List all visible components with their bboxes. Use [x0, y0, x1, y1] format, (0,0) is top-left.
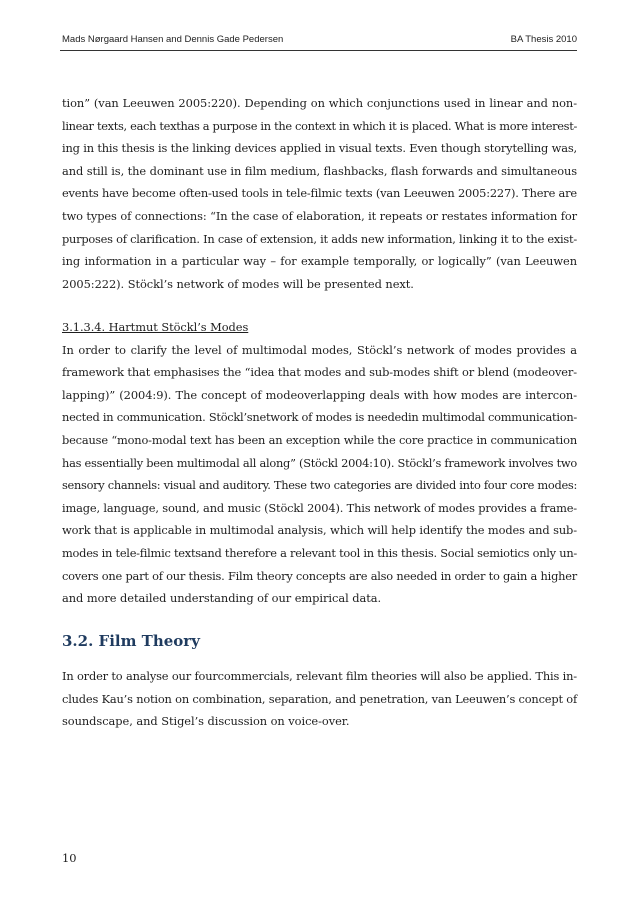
section-heading: 3.2. Film Theory	[62, 632, 200, 650]
running-header	[62, 34, 577, 45]
subsection-heading: 3.1.3.4. Hartmut Stöckl’s Modes	[62, 320, 249, 334]
text-line: tion” (van Leeuwen 2005:220). Depending on which conjunctions used in linear and non-	[62, 96, 577, 110]
text-line: 2005:222). Stöckl’s network of modes will be presented next.	[62, 276, 414, 291]
text-line: ing information in a particular way – for example temporally, or logically” (van Leeuwen	[62, 254, 577, 269]
text-line: soundscape, and Stigel’s discussion on voice-over.	[62, 714, 350, 729]
page-number: 10	[62, 851, 77, 865]
text-line: nected in communication. Stöckl’snetwork of modes is neededin multimodal communication-	[62, 410, 577, 425]
text-line: framework that emphasises the “idea that modes and sub-modes shift or blend (modeover-	[62, 365, 577, 380]
text-line: work that is applicable in multimodal analysis, which will help identify the modes and sub-	[62, 523, 577, 538]
text-line: events have become often-used tools in tele-filmic texts (van Leeuwen 2005:227). There are	[62, 186, 577, 201]
header-divider	[60, 50, 577, 51]
text-line: purposes of clarification. In case of extension, it adds new information, linking it to the exist-	[62, 231, 577, 246]
text-line: two types of connections: “In the case of elaboration, it repeats or restates information for	[62, 208, 577, 223]
text-line: In order to analyse our fourcommercials, relevant film theories will also be applied. This in-	[62, 669, 577, 683]
text-line: linear texts, each texthas a purpose in the context in which it is placed. What is more interest-	[62, 118, 577, 133]
text-line: and more detailed understanding of our empirical data.	[62, 591, 382, 606]
paragraph-linking-devices	[62, 92, 577, 295]
section-film-theory	[62, 632, 577, 650]
section-stockl-modes	[62, 316, 577, 610]
text-line: and still is, the dominant use in film medium, flashbacks, flash forwards and simultaneous	[62, 163, 577, 178]
header-authors: Mads Nørgaard Hansen and Dennis Gade Pedersen	[62, 34, 284, 45]
text-line: sensory channels: visual and auditory. These two categories are divided into four core modes:	[62, 478, 577, 493]
paragraph-text	[62, 665, 577, 733]
header-thesis-title: BA Thesis 2010	[510, 34, 577, 45]
text-line: cludes Kau’s notion on combination, separation, and penetration, van Leeuwen’s concept of	[62, 691, 577, 706]
text-line: covers one part of our thesis. Film theory concepts are also needed in order to gain a higher	[62, 568, 577, 583]
text-line: because “mono-modal text has been an exception while the core practice in communication	[62, 432, 577, 447]
text-line: lapping)” (2004:9). The concept of modeoverlapping deals with how modes are intercon-	[62, 387, 577, 402]
text-line: modes in tele-filmic textsand therefore a relevant tool in this thesis. Social semiotics only un-	[62, 545, 577, 560]
text-line: ing in this thesis is the linking devices applied in visual texts. Even though storytelling was,	[62, 141, 577, 156]
paragraph-text	[62, 92, 577, 295]
text-line: has essentially been multimodal all along” (Stöckl 2004:10). Stöckl’s framework involves two	[62, 455, 577, 470]
text-line: image, language, sound, and music (Stöckl 2004). This network of modes provides a frame-	[62, 500, 577, 515]
paragraph-text	[62, 339, 577, 610]
paragraph-film-theory	[62, 665, 577, 733]
text-line: In order to clarify the level of multimodal modes, Stöckl’s network of modes provides a	[62, 342, 577, 357]
